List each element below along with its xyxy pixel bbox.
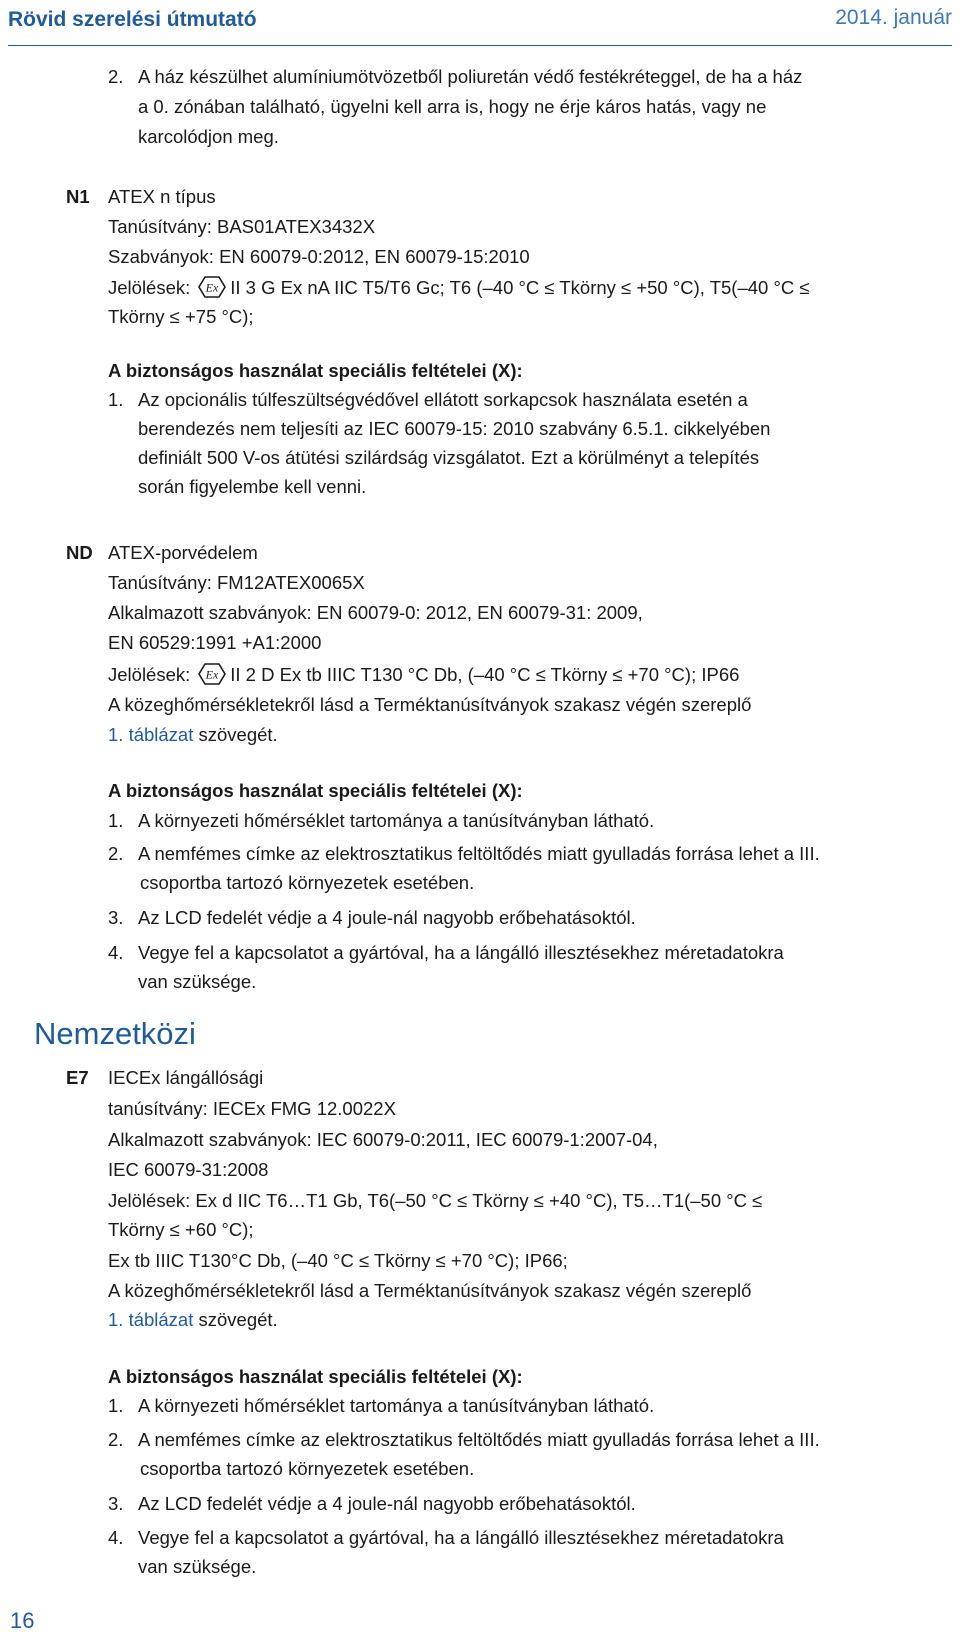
n1-certificate: Tanúsítvány: BAS01ATEX3432X (108, 216, 376, 237)
header-date: 2014. január (835, 6, 952, 29)
n1-conditions-heading: A biztonságos használat speciális feltételei (X): (108, 360, 523, 381)
nd-condition-number: 2. (108, 843, 124, 864)
e7-standards: Alkalmazott szabványok: IEC 60079-0:2011, IEC 60079-1:2007-04, (108, 1129, 658, 1150)
e7-markings-line2: Tkörny ≤ +60 °C); (108, 1219, 254, 1240)
nd-standards: Alkalmazott szabványok: EN 60079-0: 2012, EN 60079-31: 2009, (108, 602, 643, 623)
svg-text:Ex: Ex (205, 667, 219, 682)
nd-temp-reference (108, 720, 278, 750)
intro-item-line: karcolódjon meg. (138, 126, 279, 147)
n1-markings-label: Jelölések: (108, 277, 191, 298)
n1-condition-line: berendezés nem teljesíti az IEC 60079-15: 2010 szabvány 6.5.1. cikkelyében (138, 418, 771, 439)
nd-temp-note: A közeghőmérsékletekről lásd a Terméktanúsítványok szakasz végén szereplő (108, 694, 752, 715)
e7-condition-line: Vegye fel a kapcsolatot a gyártóval, ha a lángálló illesztésekhez méretadatokra (138, 1527, 784, 1548)
n1-condition-number: 1. (108, 389, 124, 410)
header-title: Rövid szerelési útmutató (8, 8, 257, 31)
page-number: 16 (10, 1608, 35, 1633)
table-1-link[interactable]: 1. táblázat (108, 724, 194, 745)
e7-code: E7 (66, 1067, 89, 1088)
n1-markings-line2: Tkörny ≤ +75 °C); (108, 306, 254, 327)
n1-condition-line: során figyelembe kell venni. (138, 476, 367, 497)
e7-condition-number: 2. (108, 1429, 124, 1450)
nd-certificate: Tanúsítvány: FM12ATEX0065X (108, 572, 365, 593)
e7-condition-line: A környezeti hőmérséklet tartománya a tanúsítványban látható. (138, 1395, 655, 1416)
nd-condition-line: csoportba tartozó környezetek esetében. (140, 872, 475, 893)
intro-item-number: 2. (108, 66, 124, 87)
n1-standards: Szabványok: EN 60079-0:2012, EN 60079-15:2010 (108, 246, 530, 267)
nd-standards-line2: EN 60529:1991 +A1:2000 (108, 632, 322, 653)
nd-condition-line: A nemfémes címke az elektrosztatikus feltöltődés miatt gyulladás forrása lehet a III. (138, 843, 820, 864)
e7-condition-number: 1. (108, 1395, 124, 1416)
e7-condition-line: csoportba tartozó környezetek esetében. (140, 1458, 475, 1479)
nd-condition-line: A környezeti hőmérséklet tartománya a tanúsítványban látható. (138, 810, 655, 831)
e7-certificate: tanúsítvány: IECEx FMG 12.0022X (108, 1098, 396, 1119)
n1-markings (108, 273, 810, 303)
n1-code: N1 (66, 186, 90, 207)
nd-condition-line: Vegye fel a kapcsolatot a gyártóval, ha a lángálló illesztésekhez méretadatokra (138, 942, 784, 963)
e7-condition-number: 4. (108, 1527, 124, 1548)
svg-text:Ex: Ex (205, 280, 219, 295)
e7-condition-line: van szüksége. (138, 1556, 257, 1577)
atex-ex-hexagon-icon (198, 275, 226, 299)
nd-condition-number: 4. (108, 942, 124, 963)
nd-code: ND (66, 542, 93, 563)
e7-condition-line: A nemfémes címke az elektrosztatikus feltöltődés miatt gyulladás forrása lehet a III. (138, 1429, 820, 1450)
e7-temp-note: A közeghőmérsékletekről lásd a Terméktanúsítványok szakasz végén szereplő (108, 1280, 752, 1301)
e7-temp-tail: szövegét. (193, 1309, 278, 1330)
e7-conditions-heading: A biztonságos használat speciális feltételei (X): (108, 1366, 523, 1387)
page-header (0, 0, 960, 48)
e7-condition-line: Az LCD fedelét védje a 4 joule-nál nagyobb erőbehatásoktól. (138, 1493, 636, 1514)
nd-condition-line: Az LCD fedelét védje a 4 joule-nál nagyobb erőbehatásoktól. (138, 907, 636, 928)
e7-condition-number: 3. (108, 1493, 124, 1514)
n1-condition-line: Az opcionális túlfeszültségvédővel ellátott sorkapcsok használata esetén a (138, 389, 748, 410)
nd-condition-number: 1. (108, 810, 124, 831)
n1-markings-text: II 3 G Ex nA IIC T5/T6 Gc; T6 (–40 °C ≤ Tkörny ≤ +50 °C), T5(–40 °C ≤ (230, 277, 810, 298)
atex-ex-hexagon-icon (198, 662, 226, 686)
e7-temp-reference (108, 1305, 278, 1335)
table-1-link[interactable]: 1. táblázat (108, 1309, 194, 1330)
nd-markings (108, 660, 739, 690)
nd-title: ATEX-porvédelem (108, 542, 258, 563)
n1-condition-line: definiált 500 V-os átütési szilárdság vizsgálatot. Ezt a körülményt a telepítés (138, 447, 760, 468)
section-title-international: Nemzetközi (34, 1016, 196, 1051)
nd-condition-number: 3. (108, 907, 124, 928)
nd-temp-tail: szövegét. (193, 724, 278, 745)
nd-condition-line: van szüksége. (138, 971, 257, 992)
nd-markings-text: II 2 D Ex tb IIIC T130 °C Db, (–40 °C ≤ Tkörny ≤ +70 °C); IP66 (230, 664, 740, 685)
intro-item-line: A ház készülhet alumíniumötvözetből poliuretán védő festékréteggel, de ha a ház (138, 66, 803, 87)
n1-title: ATEX n típus (108, 186, 216, 207)
header-divider (8, 45, 952, 46)
e7-title: IECEx lángállósági (108, 1067, 264, 1088)
e7-markings: Jelölések: Ex d IIC T6…T1 Gb, T6(–50 °C ≤ Tkörny ≤ +40 °C), T5…T1(–50 °C ≤ (108, 1190, 763, 1211)
nd-markings-label: Jelölések: (108, 664, 191, 685)
intro-item-line: a 0. zónában található, ügyelni kell arra is, hogy ne érje káros hatás, vagy ne (138, 96, 767, 117)
e7-markings-line3: Ex tb IIIC T130°C Db, (–40 °C ≤ Tkörny ≤ +70 °C); IP66; (108, 1250, 568, 1271)
nd-conditions-heading: A biztonságos használat speciális feltételei (X): (108, 780, 523, 801)
e7-standards-line2: IEC 60079-31:2008 (108, 1159, 269, 1180)
